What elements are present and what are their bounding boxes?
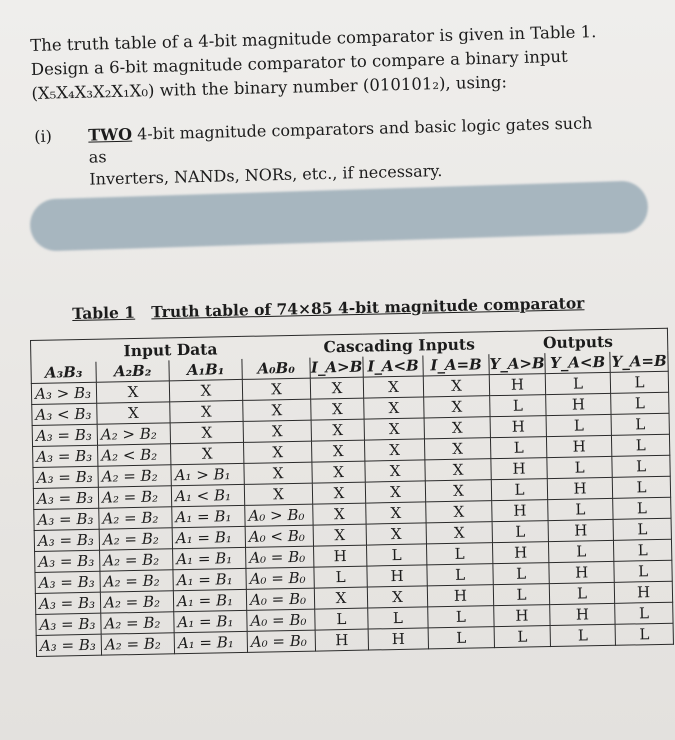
table-cell: L — [490, 437, 546, 459]
table-cell: H — [614, 581, 672, 603]
table-cell: A₂ = B₂ — [100, 591, 173, 613]
table-cell: A₀ < B₀ — [245, 525, 313, 547]
table-cell: X — [169, 379, 242, 401]
table-cell: L — [493, 563, 549, 585]
table-cell: A₁ = B₁ — [174, 631, 247, 653]
table-cell: H — [491, 458, 547, 480]
table-caption-title: Truth table of 74×85 4-bit magnitude comparator — [151, 293, 585, 322]
redaction-smudge — [29, 180, 648, 251]
column-header: A₃B₃ — [31, 362, 96, 384]
table-cell: X — [313, 524, 366, 546]
table-cell: A₃ = B₃ — [34, 508, 99, 530]
column-header: Y_A=B — [611, 351, 667, 371]
table-cell: X — [313, 503, 366, 525]
column-header: I_A>B — [310, 357, 363, 377]
item-text-line-1: 4-bit magnitude comparators and basic logic gates such as — [88, 113, 593, 167]
item-keyword: TWO — [88, 124, 133, 145]
table-cell: A₃ > B₃ — [31, 382, 96, 404]
table-cell: L — [546, 414, 611, 436]
table-cell: X — [365, 460, 425, 482]
table-cell: L — [428, 627, 494, 649]
problem-statement — [30, 20, 612, 106]
table-cell: L — [614, 539, 672, 561]
table-cell: A₂ = B₂ — [101, 633, 174, 655]
table-cell: X — [96, 381, 169, 403]
table-cell: L — [428, 606, 494, 628]
table-cell: H — [547, 435, 612, 457]
table-cell: A₃ = B₃ — [36, 613, 101, 635]
table-cell: X — [311, 419, 364, 441]
table-cell: H — [549, 561, 614, 583]
table-cell: X — [426, 522, 492, 544]
table-cell: A₀ = B₀ — [246, 588, 314, 610]
table-cell: A₁ < B₁ — [171, 484, 244, 506]
table-cell: X — [363, 376, 423, 398]
table-caption-prefix: Table 1 — [72, 302, 136, 323]
column-header: Y_A>B — [489, 354, 545, 374]
table-cell: X — [312, 482, 365, 504]
table-cell: H — [490, 416, 546, 438]
table-cell: H — [492, 500, 548, 522]
table-cell: X — [424, 396, 490, 418]
table-cell: L — [315, 608, 368, 630]
table-cell: A₃ = B₃ — [36, 634, 101, 656]
table-cell: X — [364, 418, 424, 440]
group-header-outputs: Outputs — [542, 331, 614, 352]
table-cell: X — [170, 400, 243, 422]
table-cell: L — [493, 584, 549, 606]
table-cell: L — [611, 392, 669, 414]
table-cell: X — [425, 480, 491, 502]
table-cell: L — [548, 498, 613, 520]
table-cell: A₀ > B₀ — [245, 504, 313, 526]
table-cell: H — [314, 545, 367, 567]
table-cell: H — [550, 603, 615, 625]
table-cell: X — [366, 523, 426, 545]
table-cell: A₂ = B₂ — [98, 486, 171, 508]
table-cell: X — [364, 439, 424, 461]
table-cell: L — [611, 413, 669, 435]
table-cell: A₀ = B₀ — [247, 630, 315, 652]
table-cell: X — [310, 377, 363, 399]
table-cell: A₃ = B₃ — [32, 424, 97, 446]
table-cell: L — [366, 544, 426, 566]
table-cell: L — [368, 607, 428, 629]
table-cell: A₁ = B₁ — [173, 568, 246, 590]
table-cell: A₂ = B₂ — [100, 570, 173, 592]
table-cell: L — [550, 624, 615, 646]
table-cell: A₁ = B₁ — [173, 547, 246, 569]
table-cell: L — [615, 623, 673, 645]
intro-line-1: The truth table of a 4-bit magnitude comparator is given in Table 1. — [30, 22, 597, 55]
table-cell: A₂ = B₂ — [100, 549, 173, 571]
table-cell: X — [171, 442, 244, 464]
table-cell: L — [314, 566, 367, 588]
table-cell: X — [311, 398, 364, 420]
table-cell: X — [312, 461, 365, 483]
table-cell: A₁ = B₁ — [173, 589, 246, 611]
table-cell: X — [367, 586, 427, 608]
table-cell: X — [242, 378, 310, 400]
table-cell: A₃ = B₃ — [33, 445, 98, 467]
table-cell: A₃ = B₃ — [34, 529, 99, 551]
table-cell: X — [243, 399, 311, 421]
truth-table-body — [31, 371, 673, 656]
table-cell: L — [549, 540, 614, 562]
table-cell: A₂ = B₂ — [99, 507, 172, 529]
truth-table-wrapper — [30, 328, 674, 657]
table-cell: X — [244, 483, 312, 505]
table-cell: L — [426, 543, 492, 565]
table-cell: A₀ = B₀ — [247, 609, 315, 631]
table-cell: X — [424, 417, 490, 439]
intro-line-3: (X₅X₄X₃X₂X₁X₀) with the binary number (010101₂), using: — [31, 72, 508, 103]
table-cell: X — [366, 502, 426, 524]
table-caption — [72, 293, 585, 323]
column-header: Y_A<B — [545, 352, 610, 374]
table-cell: X — [426, 501, 492, 523]
table-cell: L — [491, 479, 547, 501]
table-cell: L — [427, 564, 493, 586]
column-header: A₀B₀ — [242, 358, 310, 380]
table-cell: A₃ = B₃ — [35, 571, 100, 593]
intro-line-2: Design a 6-bit magnitude comparator to compare a binary input — [30, 46, 568, 79]
table-cell: L — [613, 497, 671, 519]
table-cell: A₂ > B₂ — [97, 423, 170, 445]
table-cell: L — [549, 582, 614, 604]
table-cell: A₀ = B₀ — [246, 567, 314, 589]
item-text-line-2: Inverters, NANDs, NORs, etc., if necessary. — [89, 161, 443, 189]
table-cell: X — [244, 441, 312, 463]
table-cell: L — [612, 455, 670, 477]
table-cell: H — [368, 628, 428, 650]
table-cell: L — [614, 560, 672, 582]
table-cell: X — [97, 402, 170, 424]
table-cell: X — [425, 459, 491, 481]
table-cell: H — [315, 629, 368, 651]
table-cell: A₁ = B₁ — [172, 505, 245, 527]
table-cell: A₂ = B₂ — [99, 528, 172, 550]
table-cell: X — [364, 397, 424, 419]
table-cell: A₁ > B₁ — [171, 463, 244, 485]
table-cell: A₁ = B₁ — [172, 526, 245, 548]
table-cell: X — [424, 438, 490, 460]
table-cell: L — [494, 626, 550, 648]
table-cell: H — [492, 542, 548, 564]
table-cell: X — [423, 375, 489, 397]
table-cell: X — [311, 440, 364, 462]
table-cell: A₂ = B₂ — [98, 465, 171, 487]
table-cell: L — [610, 371, 668, 393]
table-cell: H — [494, 605, 550, 627]
table-cell: A₀ = B₀ — [246, 546, 314, 568]
column-header: I_A<B — [363, 355, 423, 377]
table-cell: L — [615, 602, 673, 624]
table-cell: A₃ < B₃ — [32, 403, 97, 425]
table-cell: H — [547, 477, 612, 499]
table-cell: X — [314, 587, 367, 609]
question-item — [34, 112, 614, 189]
column-header: A₁B₁ — [169, 359, 242, 381]
table-cell: A₃ = B₃ — [35, 550, 100, 572]
table-cell: A₂ < B₂ — [98, 444, 171, 466]
item-number: (i) — [34, 126, 53, 146]
table-cell: X — [243, 420, 311, 442]
table-cell: L — [545, 372, 610, 394]
table-cell: L — [612, 434, 670, 456]
table-cell: X — [244, 462, 312, 484]
table-cell: A₃ = B₃ — [35, 592, 100, 614]
table-cell: H — [427, 585, 493, 607]
table-cell: X — [365, 481, 425, 503]
group-header-input-data: Input Data — [123, 338, 218, 360]
truth-table — [30, 328, 674, 657]
table-cell: H — [489, 374, 545, 396]
table-cell: A₃ = B₃ — [33, 487, 98, 509]
table-cell: L — [612, 476, 670, 498]
table-cell: L — [492, 521, 548, 543]
table-cell: A₁ = B₁ — [174, 610, 247, 632]
table-cell: A₃ = B₃ — [33, 466, 98, 488]
table-cell: L — [490, 395, 546, 417]
group-header-cascading-inputs: Cascading Inputs — [323, 333, 476, 356]
table-cell: L — [547, 456, 612, 478]
column-header: I_A=B — [423, 354, 489, 376]
item-text — [88, 112, 609, 191]
table-cell: H — [546, 393, 611, 415]
column-header: A₂B₂ — [96, 360, 169, 382]
table-cell: H — [548, 519, 613, 541]
table-cell: X — [170, 421, 243, 443]
table-cell: L — [613, 518, 671, 540]
table-cell: A₂ = B₂ — [101, 612, 174, 634]
table-cell: H — [367, 565, 427, 587]
